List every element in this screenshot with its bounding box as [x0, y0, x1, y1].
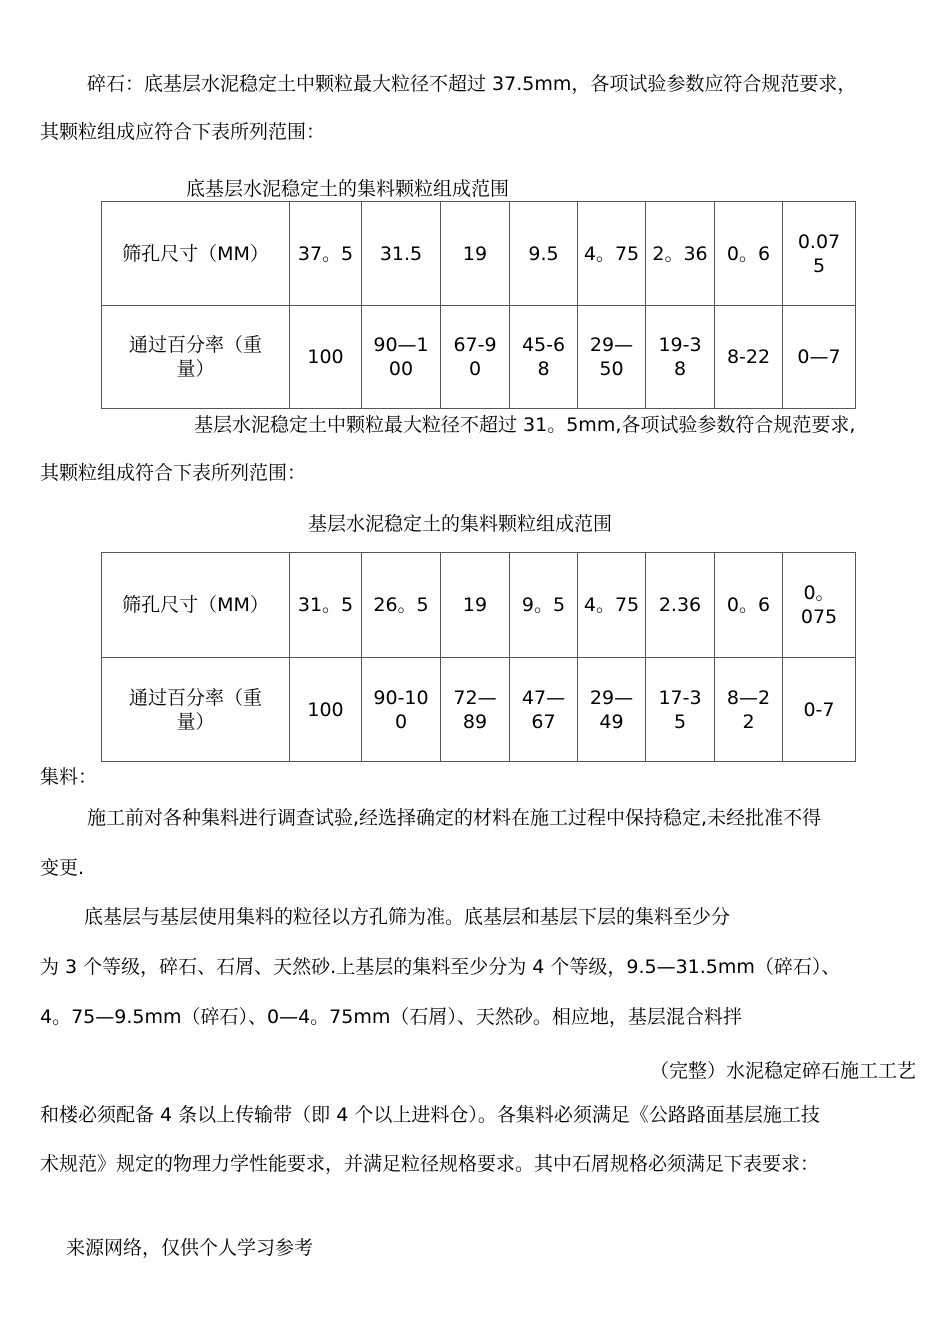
table2-cell: 0-7 — [783, 658, 856, 762]
table1-cell: 0—7 — [783, 306, 856, 409]
table1-caption: 底基层水泥稳定土的集料颗粒组成范围 — [186, 178, 510, 200]
table2-cell: 47— 67 — [510, 658, 578, 762]
table2-cell: 100 — [290, 658, 362, 762]
para1-line2: 其颗粒组成应符合下表所列范围： — [40, 121, 326, 143]
table1-cell: 9.5 — [510, 202, 578, 306]
table2-cell: 通过百分率（重 量） — [102, 658, 290, 762]
table2-cell: 筛孔尺寸（MM） — [102, 553, 290, 658]
section-p1-line1: 施工前对各种集料进行调查试验,经选择确定的材料在施工过程中保持稳定,未经批准不得 — [87, 807, 822, 829]
table2-caption: 基层水泥稳定土的集料颗粒组成范围 — [308, 513, 613, 535]
table2-cell: 8—2 2 — [715, 658, 783, 762]
para2-line1: 基层水泥稳定土中颗粒最大粒径不超过 31。5mm,各项试验参数符合规范要求, — [194, 414, 856, 436]
table1-cell: 8-22 — [715, 306, 783, 409]
para1-line1: 碎石：底基层水泥稳定土中颗粒最大粒径不超过 37.5mm，各项试验参数应符合规范要求， — [87, 73, 857, 95]
table2-cell: 0。6 — [715, 553, 783, 658]
section-p3-line1: 和楼必须配备 4 条以上传输带（即 4 个以上进料仓）。各集料必须满足《公路路面基层施工技 — [40, 1104, 820, 1126]
table1-cell: 19-3 8 — [646, 306, 715, 409]
table1-cell: 37。5 — [290, 202, 362, 306]
table1-cell: 90—1 00 — [362, 306, 441, 409]
table1-cell: 45-6 8 — [510, 306, 578, 409]
table1-cell: 19 — [441, 202, 510, 306]
table2-cell: 90-10 0 — [362, 658, 441, 762]
table2-cell: 0。 075 — [783, 553, 856, 658]
table2-cell: 17-3 5 — [646, 658, 715, 762]
section-p2-line2: 为 3 个等级，碎石、石屑、天然砂.上基层的集料至少分为 4 个等级，9.5—31.5mm（碎石）、 — [40, 956, 841, 978]
table2-cell: 19 — [441, 553, 510, 658]
para2-line2: 其颗粒组成符合下表所列范围： — [40, 462, 307, 484]
table2-cell: 31。5 — [290, 553, 362, 658]
section-p3-line2: 术规范》规定的物理力学性能要求，并满足粒径规格要求。其中石屑规格必须满足下表要求： — [40, 1153, 820, 1175]
table2-cell: 72— 89 — [441, 658, 510, 762]
section-p2-line1: 底基层与基层使用集料的粒径以方孔筛为准。底基层和基层下层的集料至少分 — [84, 906, 731, 928]
section-heading: 集料： — [40, 766, 98, 788]
running-header-note: （完整）水泥稳定碎石施工工艺 — [649, 1060, 916, 1082]
table1-row-pass — [102, 306, 856, 409]
footer-source-note: 来源网络，仅供个人学习参考 — [66, 1237, 314, 1259]
table2-row-sieve — [102, 553, 856, 658]
table1-cell: 67-9 0 — [441, 306, 510, 409]
table1 — [101, 201, 856, 409]
table1-cell: 0。6 — [715, 202, 783, 306]
section-p2-line3: 4。75—9.5mm（碎石）、0—4。75mm（石屑）、天然砂。相应地，基层混合料拌 — [40, 1006, 742, 1028]
table1-cell: 100 — [290, 306, 362, 409]
table1-cell: 2。36 — [646, 202, 715, 306]
table1-row-sieve — [102, 202, 856, 306]
table1-cell: 4。75 — [578, 202, 646, 306]
table2-cell: 2.36 — [646, 553, 715, 658]
table1-cell: 0.07 5 — [783, 202, 856, 306]
table2-cell: 29— 49 — [578, 658, 646, 762]
table1-cell: 31.5 — [362, 202, 441, 306]
section-p1-line2: 变更. — [40, 857, 85, 879]
table2 — [101, 552, 856, 762]
table2-cell: 9。5 — [510, 553, 578, 658]
table2-cell: 26。5 — [362, 553, 441, 658]
table1-cell: 通过百分率（重 量） — [102, 306, 290, 409]
table2-cell: 4。75 — [578, 553, 646, 658]
table1-cell: 29— 50 — [578, 306, 646, 409]
table1-cell: 筛孔尺寸（MM） — [102, 202, 290, 306]
table2-row-pass — [102, 658, 856, 762]
